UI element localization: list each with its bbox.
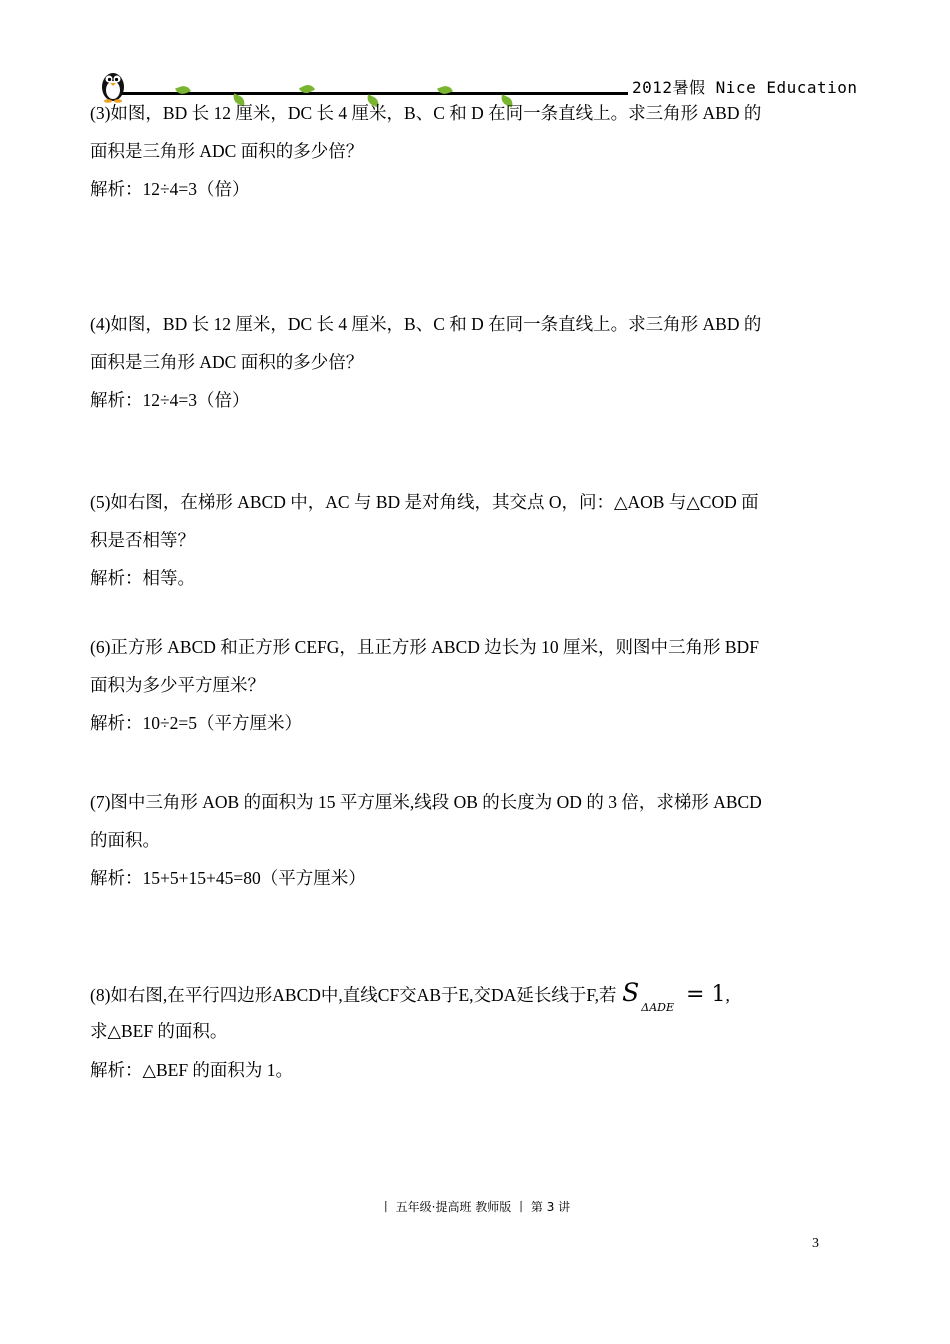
problem-5-line1: (5)如右图，在梯形 ABCD 中，AC 与 BD 是对角线，其交点 O，问：△AOB 与△COD 面 — [90, 492, 759, 512]
page-number: 3 — [812, 1236, 819, 1251]
problem-6-line1: (6)正方形 ABCD 和正方形 CEFG，且正方形 ABCD 边长为 10 厘米，则图中三角形 BDF — [90, 637, 759, 657]
problem-7-solution: 解析：15+5+15+45=80（平方厘米） — [90, 868, 366, 888]
problem-7-line1: (7)图中三角形 AOB 的面积为 15 平方厘米,线段 OB 的长度为 OD 的 3 倍，求梯形 ABCD — [90, 792, 762, 812]
problem-6-solution: 解析：10÷2=5（平方厘米） — [90, 713, 302, 733]
problem-8-solution: 解析：△BEF 的面积为 1。 — [90, 1060, 294, 1080]
problem-3-line1: (3)如图，BD 长 12 厘米，DC 长 4 厘米，B、C 和 D 在同一条直线上。求三角形 ABD 的 — [90, 103, 762, 123]
problem-5-solution: 解析：相等。 — [90, 568, 195, 588]
problem-6-line2: 面积为多少平方厘米？ — [90, 675, 265, 695]
header-title: 2012暑假 Nice Education — [632, 78, 858, 97]
problem-8-comma: , — [725, 985, 730, 1005]
problem-8-text: (8)如右图,在平行四边形ABCD中,直线CF交AB于E,交DA延长线于F,若 — [90, 985, 617, 1005]
page-footer: 丨 五年级·提高班 教师版 丨 第 3 讲 — [379, 1200, 571, 1214]
problem-8-line2: 求△BEF 的面积。 — [90, 1021, 228, 1041]
problem-4-line1: (4)如图，BD 长 12 厘米，DC 长 4 厘米，B、C 和 D 在同一条直线上。求三角形 ABD 的 — [90, 314, 762, 334]
formula-subscript: ΔADE — [641, 1001, 675, 1014]
problem-5-line2: 积是否相等？ — [90, 530, 195, 550]
problem-3-solution: 解析：12÷4=3（倍） — [90, 179, 250, 199]
formula-value: = 1 — [686, 982, 726, 1007]
problem-7-line2: 的面积。 — [90, 830, 160, 850]
problem-3-line2: 面积是三角形 ADC 面积的多少倍？ — [90, 141, 364, 161]
problem-4-line2: 面积是三角形 ADC 面积的多少倍？ — [90, 352, 364, 372]
formula-symbol: S — [622, 978, 640, 1007]
problem-4-solution: 解析：12÷4=3（倍） — [90, 390, 250, 410]
